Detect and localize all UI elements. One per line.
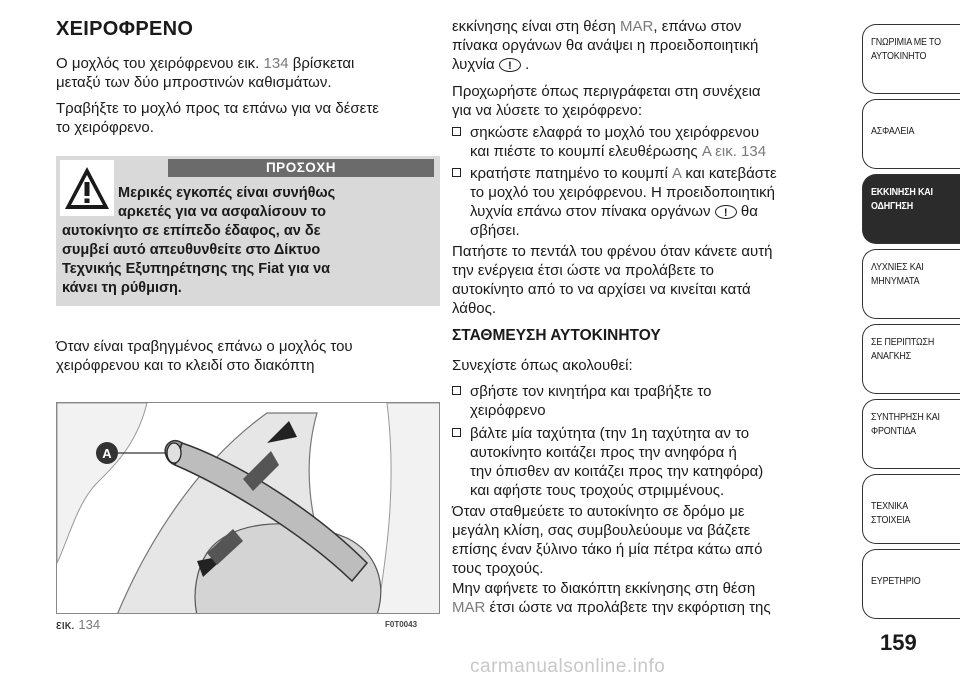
figure-ref[interactable]: 134 [263,55,289,72]
text: σβήσει. [470,222,520,239]
text: θα [740,203,758,220]
text: χειρόφρενο [470,402,546,419]
warning-line: συμβεί αυτό απευθυνθείτε στο Δίκτυο [62,242,321,258]
text: λυχνία επάνω στον πίνακα οργάνων [470,203,711,220]
paragraph-brake-pedal [452,242,773,318]
list-item [452,164,842,240]
text: τους τροχούς. [452,560,544,577]
text: βρίσκεται [292,55,355,72]
tab-label: ΛΥΧΝΙΕΣ ΚΑΙ [871,261,924,273]
figure-code: F0T0043 [385,620,418,629]
tab-label: ΕΚΚΙΝΗΣΗ ΚΑΙ [871,186,933,198]
text: Μην αφήνετε το διακόπτη εκκίνησης στη θέση [452,580,756,597]
tab-label: ΣΕ ΠΕΡΙΠΤΩΣΗ [871,336,935,348]
tab-lights-messages[interactable] [862,249,960,319]
paragraph-release [452,82,761,120]
paragraph-lever-up [56,337,353,375]
text: Ο μοχλός του χειρόφρενου εικ. [56,55,260,72]
page-number: 159 [880,630,917,655]
text: Όταν είναι τραβηγμένος επάνω ο μοχλός του [56,338,353,355]
tab-starting-driving[interactable] [862,174,960,244]
tab-label: ΜΗΝΥΜΑΤΑ [871,275,920,287]
text: λάθος. [452,300,497,317]
tab-index[interactable] [862,549,960,619]
tab-label: ΑΥΤΟΚΙΝΗΤΟ [871,50,927,62]
text: και κατεβάστε [685,165,777,182]
text: το χειρόφρενο. [56,119,154,136]
text: πίνακα οργάνων θα ανάψει η προειδοποιητική [452,37,759,54]
label-a: A [102,446,112,461]
tab-safety[interactable] [862,99,960,169]
text: και πιέστε το κουμπί ελευθέρωσης [470,143,698,160]
text: λυχνία [452,56,495,73]
text: βάλτε μία ταχύτητα (την 1η ταχύτητα αν το [470,425,750,442]
parking-heading: ΣΤΑΘΜΕΥΣΗ ΑΥΤΟΚΙΝΗΤΟΥ [452,327,661,344]
tab-getting-to-know[interactable] [862,24,960,94]
text: . [525,56,530,73]
text: Προχωρήστε όπως περιγράφεται στη συνέχεια [452,83,761,100]
brake-warning-icon: ! [499,58,521,72]
paragraph-battery [452,579,771,617]
warning-line: αρκετές για να ασφαλίσουν το [118,204,326,220]
checkbox-bullet-icon [452,168,461,177]
caption-prefix: εικ. [56,617,75,632]
text: και αφήστε τους τροχούς στριμμένους. [470,482,725,499]
text: μεγάλη κλίση, σας συμβουλεύουμε να βάζετε [452,522,751,539]
text: εκκίνησης είναι στη θέση [452,18,616,35]
tab-label: ΟΔΗΓΗΣΗ [871,200,913,212]
paragraph-pull [56,99,379,137]
warning-line: αυτοκίνητο σε επίπεδο έδαφος, αν δε [62,223,321,239]
tab-label: ΦΡΟΝΤΙΔΑ [871,425,916,437]
tab-label: ΕΥΡΕΤΗΡΙΟ [871,575,921,587]
text: την ενέργεια έτσι ώστε να προλάβετε το [452,262,714,279]
paragraph-slope [452,502,762,578]
text: για να λύσετε το χειρόφρενο: [452,102,643,119]
paragraph-follow: Συνεχίστε όπως ακολουθεί: [452,357,633,374]
watermark: carmanualsonline.info [470,656,666,677]
checkbox-bullet-icon [452,386,461,395]
checkbox-bullet-icon [452,428,461,437]
list-item [452,382,842,420]
text: Πατήστε το πεντάλ του φρένου όταν κάνετε αυτή [452,243,773,260]
paragraph-ignition [452,17,758,74]
tab-label: ΤΕΧΝΙΚΑ ΣΤΟΙΧΕΙΑ [871,500,911,526]
warning-text [56,184,434,298]
text: έτσι ώστε να προλάβετε την εκφόρτιση της [489,599,771,616]
text: μεταξύ των δύο μπροστινών καθισμάτων. [56,74,332,91]
text: την όπισθεν αν κοιτάζει προς την κατηφόρα) [470,463,764,480]
tab-label: ΑΝΑΓΚΗΣ [871,350,912,362]
text: το μοχλό του χειρόφρενου. Η προειδοποιητική [470,184,775,201]
tab-emergency[interactable] [862,324,960,394]
text: αυτοκίνητο από το να αρχίσει να κινείται κατά [452,281,751,298]
warning-line: κάνει τη ρύθμιση. [62,280,182,296]
list-item [452,123,842,161]
figure-caption [56,617,100,632]
tab-maintenance[interactable] [862,399,960,469]
section-title: ΧΕΙΡΟΦΡΕΝΟ [56,18,194,40]
warning-line: Μερικές εγκοπές είναι συνήθως [118,185,336,201]
tab-technical-data[interactable] [862,474,960,544]
handbrake-illustration [57,403,440,614]
checkbox-bullet-icon [452,127,461,136]
figure-ref[interactable]: A εικ. 134 [701,143,767,160]
text: επίσης έναν ξύλινο τάκο ή μία πέτρα κάτω από [452,541,763,558]
position-mar: MAR [452,599,486,616]
text: αυτοκίνητο κοιτάζει προς την ανηφόρα ή [470,444,737,461]
warning-box [56,156,440,306]
tab-label: ΑΣΦΑΛΕΙΑ [871,125,915,137]
button-ref: A [672,165,682,182]
text: χειρόφρενου και το κλειδί στο διακόπτη [56,357,315,374]
text: Όταν σταθμεύετε το αυτοκίνητο σε δρόμο με [452,503,745,520]
handbrake-figure [56,402,440,614]
text: Τραβήξτε το μοχλό προς τα επάνω για να δέσετε [56,100,379,117]
position-mar: MAR [620,18,654,35]
tab-label: ΣΥΝΤΗΡΗΣΗ ΚΑΙ [871,411,940,423]
caption-number: 134 [78,617,101,632]
text: σηκώστε ελαφρά το μοχλό του χειρόφρενου [470,124,760,141]
tab-label: ΓΝΩΡΙΜΙΑ ΜΕ ΤΟ [871,36,941,48]
text: σβήστε τον κινητήρα και τραβήξτε το [470,383,712,400]
list-item [452,424,842,500]
brake-warning-icon: ! [715,205,737,219]
text: κρατήστε πατημένο το κουμπί [470,165,668,182]
warning-heading: ΠΡΟΣΟΧΗ [168,159,434,177]
paragraph-intro [56,54,354,92]
text: , επάνω στον [653,18,742,35]
warning-line: Τεχνικής Εξυπηρέτησης της Fiat για να [62,261,331,277]
